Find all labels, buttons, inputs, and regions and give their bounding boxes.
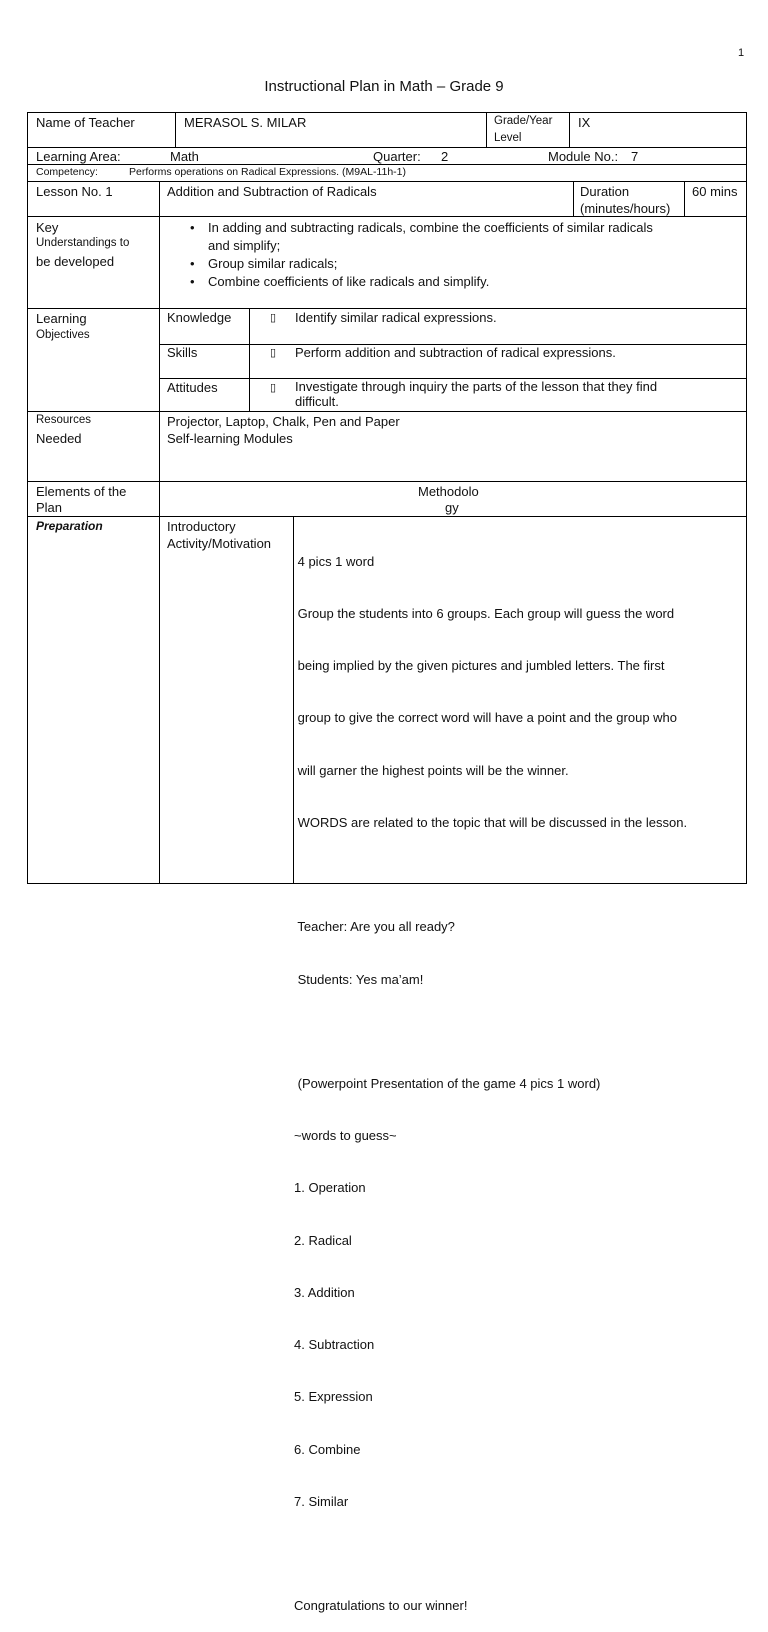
lesson-number: Lesson No. 1	[36, 184, 113, 199]
content-line: 4 pics 1 word	[294, 553, 375, 569]
content-line: 3. Addition	[294, 1284, 355, 1300]
key-understandings-list	[186, 219, 661, 291]
duration-value: 60 mins	[692, 184, 738, 199]
resources-line1: Projector, Laptop, Chalk, Pen and Paper	[167, 414, 400, 429]
content-line	[294, 1023, 744, 1040]
teacher-name: MERASOL S. MILAR	[184, 115, 307, 130]
preparation-label: Preparation	[36, 519, 103, 533]
content-line: Group the students into 6 groups. Each group will guess the word	[294, 606, 675, 622]
resources-label-line1: Resources	[36, 414, 91, 426]
content-line: ~words to guess~	[294, 1128, 397, 1144]
content-line: 2. Radical	[294, 1232, 352, 1248]
grade-label-line2: Level	[494, 132, 522, 144]
duration-label-line2: (minutes/hours)	[580, 201, 671, 216]
grade-label-line1: Grade/Year	[494, 115, 553, 127]
content-line: Congratulations to our winner!	[294, 1598, 468, 1614]
content-line: group to give the correct word will have a point and the group who	[294, 710, 678, 726]
objective-knowledge: Identify similar radical expressions.	[295, 310, 497, 325]
content-line: (Powerpoint Presentation of the game 4 pics 1 word)	[294, 1075, 601, 1091]
activity-label-line1: Introductory	[167, 519, 236, 534]
objective-attitudes-line1: Investigate through inquiry the parts of the lesson that they find	[295, 379, 658, 394]
objective-attitudes-line2: difficult.	[295, 394, 339, 409]
content-line: Students: Yes ma’am!	[294, 971, 424, 987]
content-line	[294, 866, 744, 883]
content-line: 4. Subtraction	[294, 1337, 375, 1353]
module-label: Module No.:	[548, 149, 619, 164]
methodology-header-line2: gy	[445, 500, 459, 515]
content-line: will garner the highest points will be the winner.	[294, 762, 569, 778]
content-line	[294, 1545, 744, 1562]
module-value: 7	[631, 149, 639, 164]
preparation-content	[294, 518, 744, 1632]
objective-skills: Perform addition and subtraction of radical expressions.	[295, 345, 616, 360]
methodology-header-line1: Methodolo	[418, 484, 479, 499]
list-item: • Combine coefficients of like radicals and simplify.	[186, 273, 661, 291]
lesson-title: Addition and Subtraction of Radicals	[167, 184, 377, 199]
page-number: 1	[738, 47, 745, 59]
quarter-value: 2	[441, 149, 449, 164]
bullet-glyph: ▯	[270, 312, 277, 324]
learning-objectives-label-line2: Objectives	[36, 329, 90, 341]
bullet-glyph: ▯	[270, 382, 277, 394]
document-title: Instructional Plan in Math – Grade 9	[264, 78, 504, 95]
objective-domain-attitudes: Attitudes	[167, 380, 218, 395]
list-item: • In adding and subtracting radicals, combine the coefficients of similar radicals and simplify;	[186, 219, 661, 255]
learning-objectives-label-line1: Learning	[36, 311, 87, 326]
objective-domain-skills: Skills	[167, 345, 198, 360]
competency-value: Performs operations on Radical Expressions. (M9AL-11h-1)	[129, 166, 407, 178]
resources-line2: Self-learning Modules	[167, 431, 293, 446]
content-line: being implied by the given pictures and jumbled letters. The first	[294, 658, 665, 674]
elements-label-line2: Plan	[36, 500, 63, 515]
objective-domain-knowledge: Knowledge	[167, 310, 232, 325]
key-understandings-label-line1: Key	[36, 220, 59, 235]
list-item: • Group similar radicals;	[186, 255, 661, 273]
elements-label-line1: Elements of the	[36, 484, 127, 499]
content-line: WORDS are related to the topic that will be discussed in the lesson.	[294, 814, 688, 830]
resources-label-line2: Needed	[36, 431, 82, 446]
learning-area-label: Learning Area:	[36, 149, 121, 164]
quarter-label: Quarter:	[373, 149, 421, 164]
competency-label: Competency:	[36, 166, 98, 178]
grade-value: IX	[578, 115, 591, 130]
duration-label-line1: Duration	[580, 184, 630, 199]
content-line: Teacher: Are you all ready?	[294, 919, 455, 935]
content-line: 1. Operation	[294, 1180, 366, 1196]
teacher-label: Name of Teacher	[36, 115, 135, 130]
key-understandings-label-line3: be developed	[36, 254, 115, 269]
bullet-glyph: ▯	[270, 347, 277, 359]
key-understandings-label-line2: Understandings to	[36, 237, 130, 249]
content-line: 6. Combine	[294, 1441, 361, 1457]
activity-label-line2: Activity/Motivation	[167, 536, 272, 551]
learning-area-value: Math	[170, 149, 199, 164]
content-line: 5. Expression	[294, 1389, 373, 1405]
content-line: 7. Similar	[294, 1493, 349, 1509]
